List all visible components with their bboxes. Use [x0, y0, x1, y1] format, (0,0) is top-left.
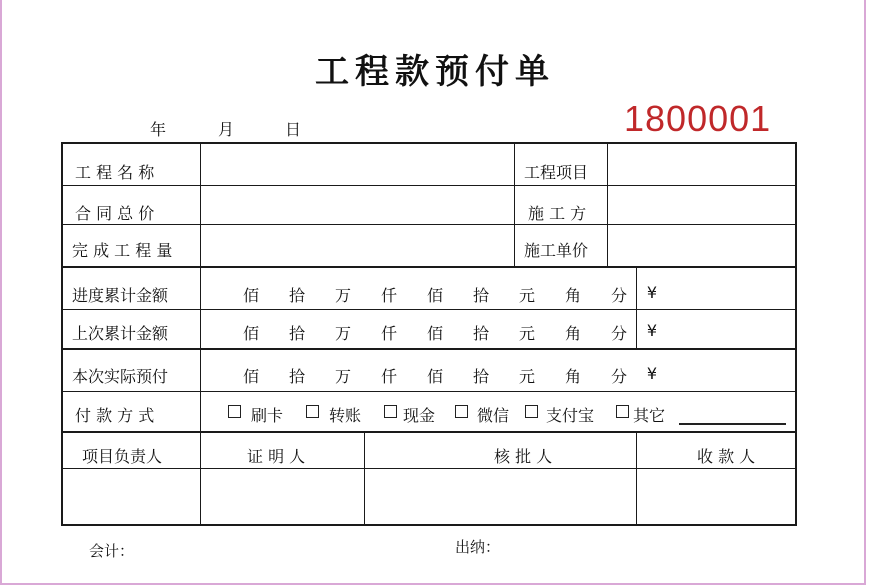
yen-sign: ¥ — [646, 321, 658, 340]
date-year-label: 年 — [150, 120, 167, 139]
unit-label: 拾 — [472, 286, 489, 305]
unit-label: 仟 — [380, 324, 397, 343]
unit-price-label: 施工单价 — [524, 241, 589, 260]
unit-label: 佰 — [242, 324, 259, 343]
cashier-label: 出纳： — [455, 538, 501, 556]
wechat-checkbox[interactable] — [455, 405, 468, 418]
cash-checkbox[interactable] — [384, 405, 397, 418]
alipay-checkbox[interactable] — [525, 405, 538, 418]
cash-option-label: 现金 — [403, 406, 436, 425]
unit-label: 拾 — [472, 324, 489, 343]
other-checkbox[interactable] — [616, 405, 629, 418]
alipay-option-label: 支付宝 — [546, 406, 595, 425]
unit-label: 角 — [564, 367, 581, 386]
unit-label: 仟 — [380, 286, 397, 305]
date-month-label: 月 — [218, 120, 235, 139]
unit-label: 角 — [564, 324, 581, 343]
other-fill-line[interactable] — [679, 423, 786, 425]
unit-label: 佰 — [242, 367, 259, 386]
card-checkbox[interactable] — [228, 405, 241, 418]
serial-number: 1800001 — [624, 98, 772, 139]
witness-label: 证 明 人 — [247, 447, 306, 466]
unit-label: 元 — [518, 324, 535, 343]
leader-label: 项目负责人 — [82, 447, 163, 466]
progress-total-label: 进度累计金额 — [72, 286, 169, 305]
payment-method-label: 付 款 方 式 — [75, 406, 155, 425]
unit-label: 分 — [610, 324, 627, 343]
transfer-option-label: 转账 — [329, 406, 362, 425]
unit-label: 元 — [518, 286, 535, 305]
unit-label: 佰 — [426, 286, 443, 305]
unit-label: 万 — [334, 286, 351, 305]
actual-prepay-label: 本次实际预付 — [72, 367, 169, 386]
approver-label: 核 批 人 — [494, 447, 553, 466]
unit-label: 万 — [334, 324, 351, 343]
project-item-label: 工程项目 — [524, 163, 589, 182]
card-option-label: 刷卡 — [251, 406, 284, 425]
other-option-label: 其它 — [633, 406, 666, 425]
form-title: 工程款预付单 — [315, 52, 555, 92]
unit-label: 仟 — [380, 367, 397, 386]
contract-price-label: 合 同 总 价 — [75, 204, 155, 223]
yen-sign: ¥ — [646, 283, 658, 302]
accountant-label: 会计： — [89, 542, 135, 560]
unit-label: 佰 — [426, 324, 443, 343]
payee-label: 收 款 人 — [697, 447, 756, 466]
yen-sign: ¥ — [646, 364, 658, 383]
unit-label: 分 — [610, 286, 627, 305]
work-done-label: 完 成 工 程 量 — [72, 241, 173, 260]
project-name-label: 工 程 名 称 — [75, 163, 155, 182]
unit-label: 佰 — [426, 367, 443, 386]
unit-label: 拾 — [288, 367, 305, 386]
transfer-checkbox[interactable] — [306, 405, 319, 418]
unit-label: 角 — [564, 286, 581, 305]
unit-label: 拾 — [288, 324, 305, 343]
unit-label: 分 — [610, 367, 627, 386]
last-total-label: 上次累计金额 — [72, 324, 169, 343]
unit-label: 拾 — [472, 367, 489, 386]
unit-label: 拾 — [288, 286, 305, 305]
unit-label: 元 — [518, 367, 535, 386]
contractor-label: 施 工 方 — [528, 204, 587, 223]
unit-label: 万 — [334, 367, 351, 386]
unit-label: 佰 — [242, 286, 259, 305]
wechat-option-label: 微信 — [477, 406, 510, 425]
date-day-label: 日 — [285, 120, 302, 139]
